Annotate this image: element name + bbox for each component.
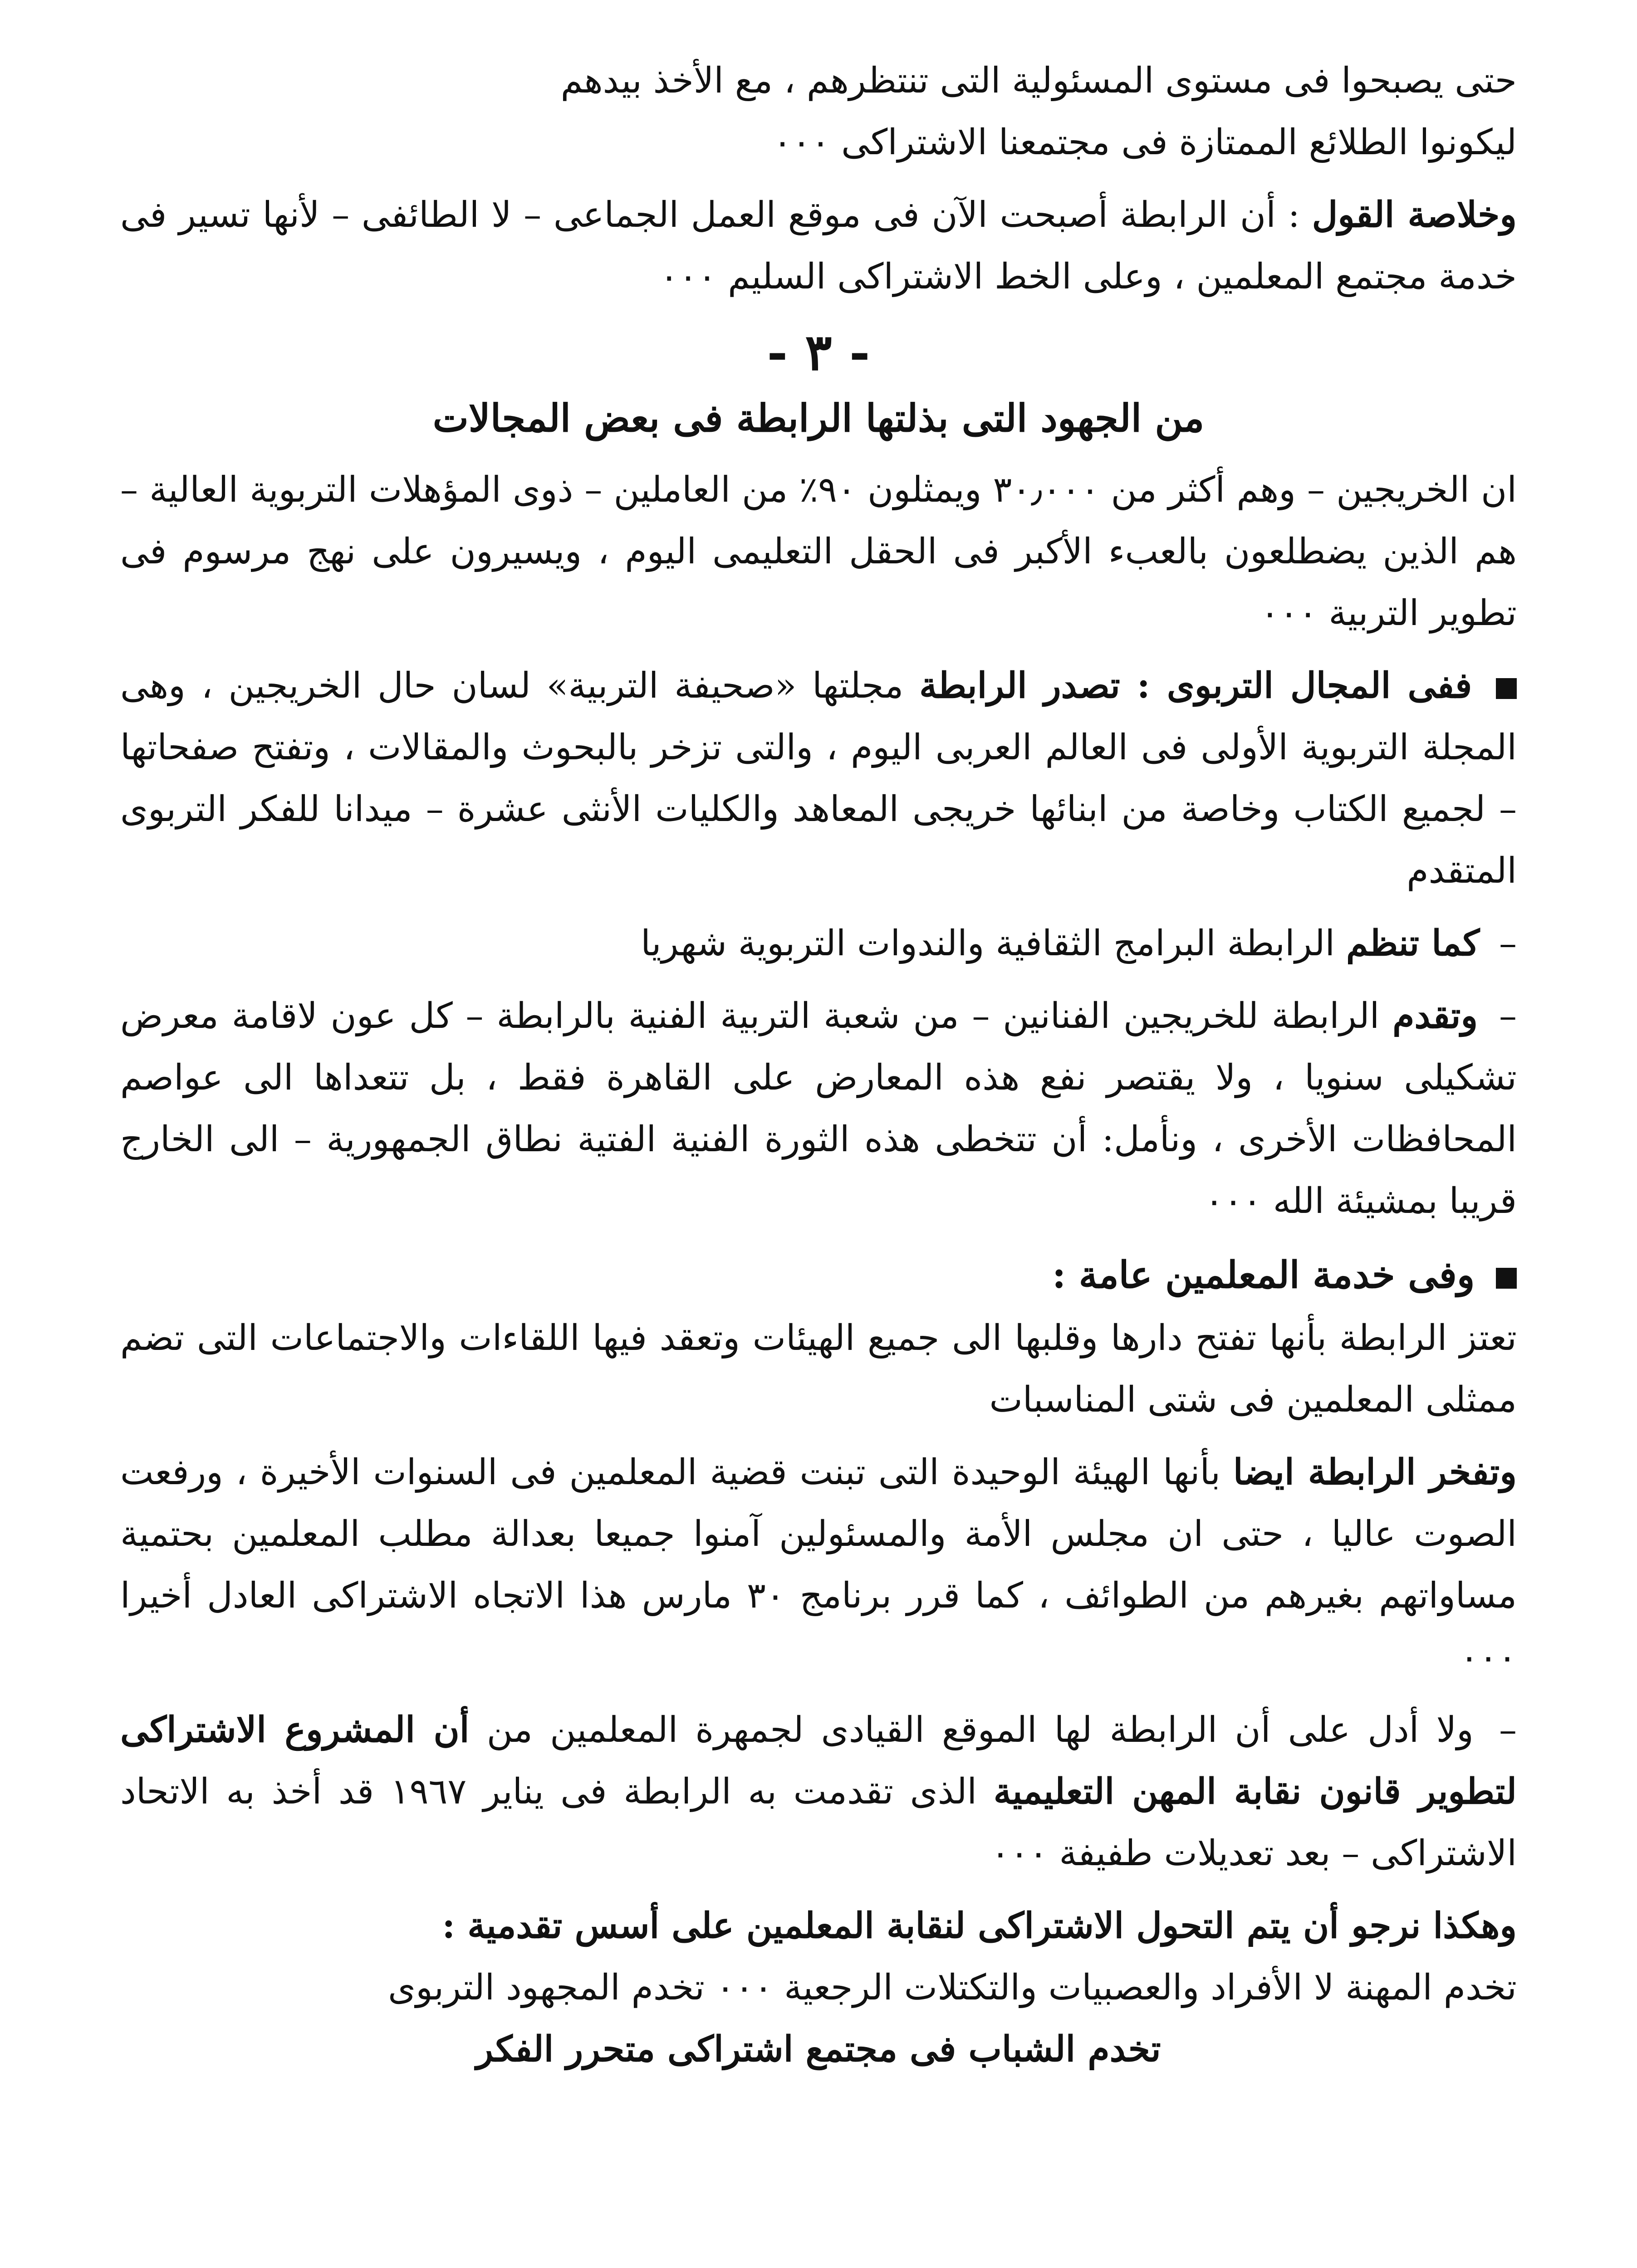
leadership-lead: أن المشروع الاشتراكى لتطوير قانون نقابة المهن التعليمية bbox=[120, 1709, 1517, 1812]
educational-field-lead: ففى المجال التربوى : تصدر الرابطة bbox=[919, 665, 1472, 706]
proud-lead: وتفخر الرابطة ايضا bbox=[1233, 1452, 1517, 1493]
dash-bullet-icon: – bbox=[1499, 996, 1517, 1036]
offers-lead: وتقدم bbox=[1392, 995, 1478, 1036]
intro-line-1: حتى يصبحوا فى مستوى المسئولية التى تنتظرهم ، مع الأخذ بيدهم bbox=[560, 60, 1517, 101]
offers-text: الرابطة للخريجين الفنانين – من شعبة التربية الفنية بالرابطة – كل عون لاقامة معرض تشكيلى سنويا ، ولا يقتصر نفع هذه المعارض على القاهرة فقط ، بل تتعداها الى عواصم المحافظات الأخرى ، ونأمل: أن تتخطى هذه الثورة الفنية الفتية نطاق الجمهورية – الى الخارج قريبا بمشيئة الله ٠٠٠ bbox=[120, 996, 1517, 1222]
summary-lead: وخلاصة القول bbox=[1312, 194, 1517, 235]
proud-paragraph bbox=[120, 1442, 1517, 1688]
organizes-lead: كما تنظم bbox=[1346, 923, 1480, 964]
teachers-service-heading bbox=[120, 1243, 1517, 1307]
intro-paragraph bbox=[120, 50, 1517, 173]
proud-text: بأنها الهيئة الوحيدة التى تبنت قضية المعلمين فى السنوات الأخيرة ، ورفعت الصوت عاليا ، حتى ان مجلس الأمة والمسئولين آمنوا جميعا بعدالة مطلب المعلمين بحتمية مساواتهم بغيرهم من الطوائف ، كما قرر برنامج ٣٠ مارس هذا الاتجاه الاشتراكى العادل أخيرا ٠٠٠ bbox=[120, 1452, 1517, 1678]
organizes-text: الرابطة البرامج الثقافية والندوات التربوية شهريا bbox=[641, 923, 1335, 964]
dash-bullet-icon: – bbox=[1499, 923, 1517, 964]
leadership-text-1: ولا أدل على أن الرابطة لها الموقع القيادى لجمهرة المعلمين من bbox=[486, 1710, 1474, 1750]
leadership-text-2: الذى تقدمت به الرابطة فى يناير ١٩٦٧ قد أخذ به الاتحاد الاشتراكى – بعد تعديلات طفيفة ٠٠٠ bbox=[120, 1771, 1517, 1874]
dash-bullet-icon: – bbox=[1499, 1710, 1517, 1750]
page-content bbox=[120, 50, 1517, 2091]
summary-text: : أن الرابطة أصبحت الآن فى موقع العمل الجماعى – لا الطائفى – لأنها تسير فى خدمة مجتمع المعلمين ، وعلى الخط الاشتراكى السليم ٠٠٠ bbox=[120, 195, 1517, 297]
summary-paragraph bbox=[120, 184, 1517, 308]
square-bullet-icon bbox=[1496, 678, 1517, 699]
square-bullet-icon bbox=[1496, 1268, 1517, 1289]
teachers-service-section bbox=[120, 1243, 1517, 1431]
teachers-service-text: تعتز الرابطة بأنها تفتح دارها وقلبها الى جميع الهيئات وتعقد فيها اللقاءات والاجتماعات التى تضم ممثلى المعلمين فى شتى المناسبات bbox=[120, 1318, 1517, 1420]
graduates-paragraph: ان الخريجين – وهم أكثر من ٣٠٫٠٠٠ ويمثلون ٩٠٪ من العاملين – ذوى المؤهلات التربوية العالية – هم الذين يضطلعون بالعبء الأكبر فى الحقل التعليمى اليوم ، ويسيرون على نهج مرسوم فى تطوير التربية ٠٠٠ bbox=[120, 469, 1517, 634]
educational-field-text: مجلتها «صحيفة التربية» لسان حال الخريجين ، وهى المجلة التربوية الأولى فى العالم العربى اليوم ، والتى تزخر بالبحوث والمقالات ، وتفتح صفحاتها – لجميع الكتاب وخاصة من ابنائها خريجى المعاهد والكليات الأنثى عشرة – ميدانا للفكر التربوى المتقدم bbox=[120, 665, 1517, 891]
intro-line-2: ليكونوا الطلائع الممتازة فى مجتمعنا الاشتراكى ٠٠٠ bbox=[773, 122, 1517, 163]
hope-lead: وهكذا نرجو أن يتم التحول الاشتراكى لنقابة المعلمين على أسس تقدمية : bbox=[442, 1905, 1517, 1946]
leadership-paragraph bbox=[120, 1699, 1517, 1884]
hope-paragraph bbox=[120, 1895, 1517, 2080]
section-title: من الجهود التى بذلتها الرابطة فى بعض المجالات bbox=[432, 396, 1205, 440]
section-number: - ٣ - bbox=[767, 323, 870, 381]
hope-closing: تخدم الشباب فى مجتمع اشتراكى متحرر الفكر bbox=[476, 2028, 1161, 2070]
offers-paragraph bbox=[120, 985, 1517, 1232]
educational-field-paragraph bbox=[120, 655, 1517, 902]
organizes-paragraph bbox=[120, 913, 1517, 974]
hope-text: تخدم المهنة لا الأفراد والعصبيات والتكتلات الرجعية ٠٠٠ تخدم المجهود التربوى bbox=[388, 1967, 1517, 2008]
teachers-service-heading-text: وفى خدمة المعلمين عامة : bbox=[1052, 1253, 1475, 1297]
